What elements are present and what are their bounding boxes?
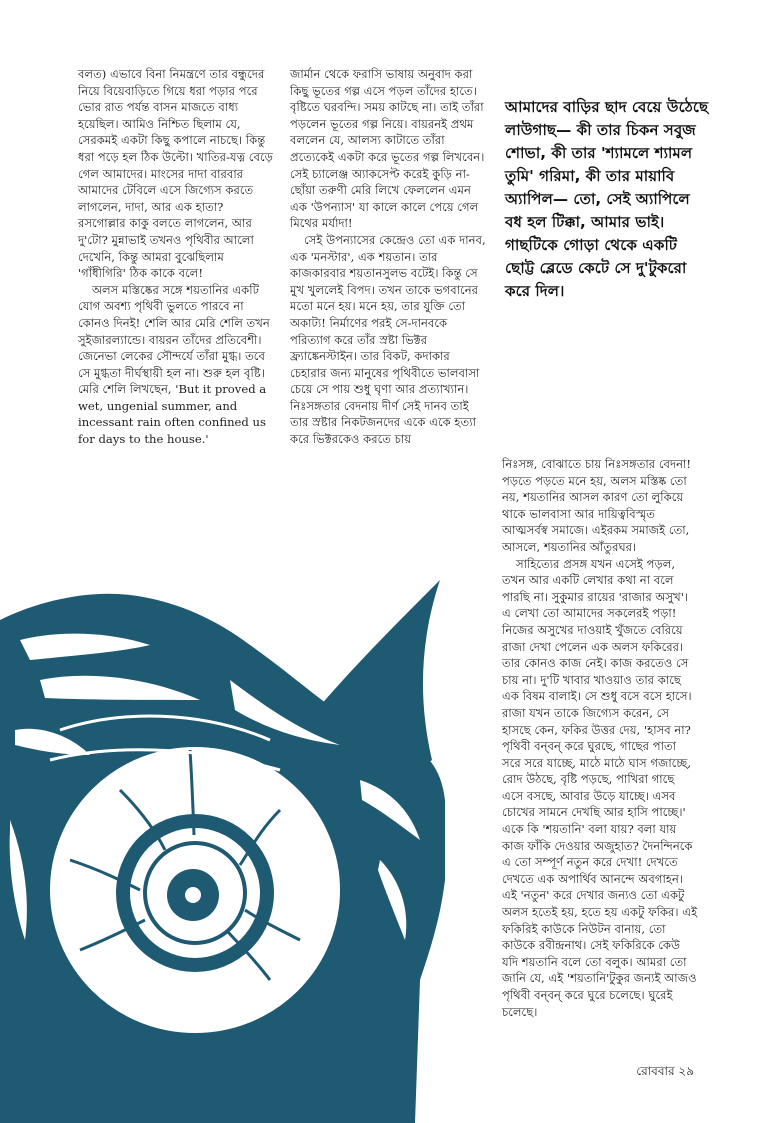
- paragraph: সাহিত্যের প্রসঙ্গ যখন এসেই পড়ল, তখন আর একটি লেখার কথা না বলে পারছি না। সুকুমার রায়ের 'রাজার অসুখ'। এ লেখা তো আমাদের সকলেরই পড়া! নিজের অসুখের দাওয়াই খুঁজতে বেরিয়ে রাজা দেখা পেলেন এক অলস ফকিরের। তার কোনও কাজ নেই। কাজ করতেও সে চায় না। দু'টি খাবার খাওয়াও তার কাছে এক বিষম বালাই। সে শুধু বসে বসে হাসে। রাজা যখন তাকে জিগ্যেস করেন, সে হাসছে কেন, ফকির উত্তর দেয়, 'হাসব না? পৃথিবী বন্‌বন্ করে ঘুরছে, গাছের পাতা সরে সরে যাচ্ছে, মাঠে মাঠে ঘাস গজাচ্ছে, রোদ উঠছে, বৃষ্টি পড়ছে, পাখিরা গাছে এসে বসছে, আবার উড়ে যাচ্ছে। এসব চোখের সামনে দেখছি আর হাসি পাচ্ছে।' একে কি 'শয়তানি' বলা যায়? বলা যায় কাজ ফাঁকি দেওয়ার অজুহাত? দৈনন্দিনকে এ তো সম্পূর্ণ নতুন করে দেখা! দেখতে দেখতে এক অপার্থিব আনন্দে অবগাহন। এই 'নতুন' করে দেখার জন্যও তো একটু অলস হতেই হয়, হতে হয় একটু ফকির। এই ফকিরিই কাউকে নিউটন বানায়, তো কাউকে রবীন্দ্রনাথ। সেই ফকিরিকে কেউ যদি শয়তানি বলে তো বলুক। আমরা তো জানি যে, এই 'শয়তানি'টুকুর জন্যই আজও পৃথিবী বন্‌বন্ করে ঘুরে চলেছে। ঘুরেই চলেছে।: [502, 556, 698, 1019]
- page-footer: রোববার ২৯: [636, 1064, 694, 1078]
- demon-eye-illustration: [0, 560, 500, 1123]
- paragraph: জার্মান থেকে ফরাসি ভাষায় অনুবাদ করা কিছু ভূতের গল্প এসে পড়ল তাঁদের হাতে। বৃষ্টিতে ঘরবন্দি। সময় কাটছে না। তাই তাঁরা পড়লেন ভূতের গল্প নিয়ে। বায়রনই প্রথম বললেন যে, আলস্য কাটাতে তাঁরা প্রত্যেকেই একটা করে ভূতের গল্প লিখবেন। সেই চ্যালেঞ্জ অ্যাকসেপ্ট করেই কুড়ি না-ছোঁয়া তরুণী মেরি লিখে ফেললেন এমন এক 'উপন্যাস' যা কালে কালে পেয়ে গেল মিথের মর্যাদা!: [290, 67, 485, 231]
- article-column-3: [502, 456, 698, 1020]
- paragraph: অলস মস্তিষ্কের সঙ্গে শয়তানির একটি যোগ অবশ্য পৃথিবী ভুলতে পারবে না কোনও দিনই! শেলি আর মেরি শেলি তখন সুইজারল্যান্ডে। বায়রন তাঁদের প্রতিবেশী। জেনেভা লেকের সৌন্দর্যে তাঁরা মুগ্ধ। তবে সে মুগ্ধতা দীর্ঘস্থায়ী হল না। শুরু হল বৃষ্টি। মেরি শেলি লিখছেন, 'But it proved a wet, ungenial summer, and incessant rain often confined us for days to the house.': [78, 282, 270, 447]
- paragraph: সেই উপন্যাসের কেন্দ্রেও তো এক দানব, এক 'মনস্টার', এক শয়তান। তার কাজকারবার শয়তানসুলভ বটেই। কিন্তু সে মুখ খুললেই বিপদ। তখন তাকে ভগবানের মতো মনে হয়। মনে হয়, তার যুক্তি তো অকাট্য! নির্মাণের পরই সে-দানবকে পরিত্যাগ করে তাঁর স্রষ্টা ভিক্টর ফ্র্যাঙ্কেনস্টাইন। তার বিকট, কদাকার চেহারার জন্য মানুষের পৃথিবীতে ভালবাসা চেয়ে সে পায় শুধু ঘৃণা আর প্রত্যাখ্যান। নিঃসঙ্গতার বেদনায় দীর্ণ সেই দানব তাই তার স্রষ্টার নিকটজনদের একে একে হত্যা করে ভিক্টরকেও করতে চায়: [290, 232, 486, 447]
- paragraph: নিঃসঙ্গ, বোঝাতে চায় নিঃসঙ্গতার বেদনা! পড়তে পড়তে মনে হয়, অলস মস্তিষ্ক তো নয়, শয়তানির আসল কারণ তো লুকিয়ে থাকে ভালবাসা আর দায়িত্ববিস্মৃত আত্মসর্বস্ব সমাজে। এইরকম সমাজই তো, আসলে, শয়তানির আঁতুরঘর।: [502, 457, 692, 554]
- paragraph: বলত) এভাবে বিনা নিমন্ত্রণে তার বন্ধুদের নিয়ে বিয়েবাড়িতে গিয়ে ধরা পড়ার পরে ভোর রাত পর্যন্ত বাসন মাজতে বাধ্য হয়েছিল। আমিও নিশ্চিত ছিলাম যে, সেরকমই একটা কিছু কপালে নাচছে। কিন্তু ধরা পড়ে হল ঠিক উল্টো। খাতির-যত্ন বেড়ে গেল আমাদের। মাংসের দাদা বারবার আমাদের টেবিলে এসে জিগ্যেস করতে লাগলেন, দাদা, আর এক হাতা? রসগোল্লার কাকু বলতে লাগলেন, আর দু'টো? মুন্নাভাই তখনও পৃথিবীর আলো দেখেনি, কিন্তু আমরা বুঝেছিলাম 'গাঁধীগিরি' ঠিক কাকে বলে!: [78, 67, 273, 281]
- pull-quote: আমাদের বাড়ির ছাদ বেয়ে উঠেছে লাউগাছ— কী তার চিকন সবুজ শোভা, কী তার 'শ্যামলে শ্যামল তুমি' গরিমা, কী তার মায়াবি অ্যাপিল— তো, সেই অ্যাপিলে বধ হল টিক্কা, আমার ভাই। গাছটিকে গোড়া থেকে একটি ছোট্ট ব্লেডে কেটে সে দু'টুকরো করে দিল।: [505, 98, 709, 300]
- article-column-1: [78, 66, 274, 448]
- article-column-2: [290, 66, 486, 448]
